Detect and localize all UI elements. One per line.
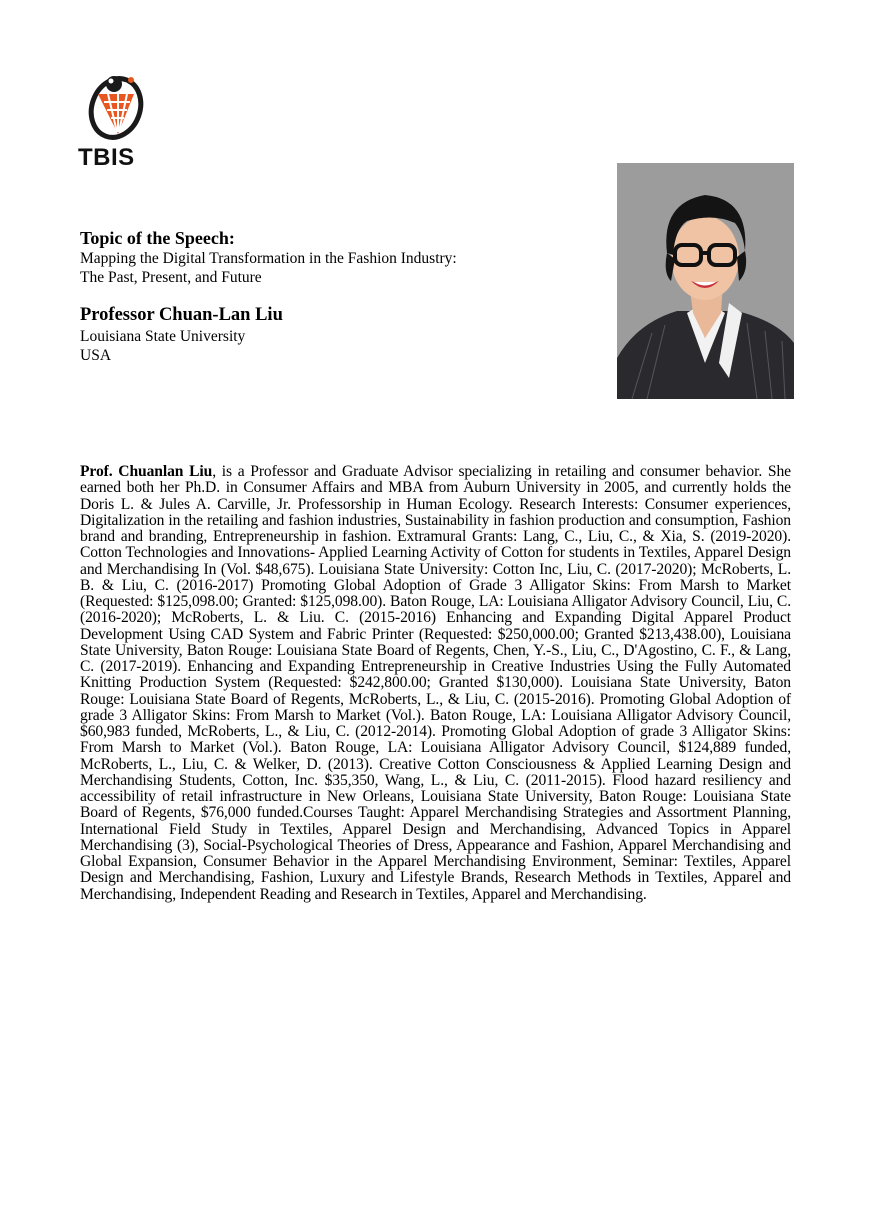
- topic-line-1: Mapping the Digital Transformation in the Fashion Industry:: [80, 250, 457, 267]
- bio-lead-name: Prof. Chuanlan Liu: [80, 463, 213, 480]
- tbis-globe-logo-icon: [84, 72, 144, 140]
- logo-text: TBIS: [78, 144, 135, 171]
- topic-line-2: The Past, Present, and Future: [80, 269, 262, 286]
- speaker-country: USA: [80, 347, 112, 364]
- speaker-university: Louisiana State University: [80, 328, 246, 345]
- bio-text: , is a Professor and Graduate Advisor specializing in retailing and consumer behavior. She earned both her Ph.D. in Consumer Affairs and MBA from Auburn University in 2005, and currently holds the Doris L. & Jules A. Carville, Jr. Professorship in Human Ecology. Research Interests: Consumer experiences, Digitalization in the retailing and fashion industries, Sustainability in fashion production and consumption, Fashion brand and branding, Entrepreneurship in fashion. Extramural Grants: Lang, C., Liu, C., & Xia, S. (2019-2020). Cotton Technologies and Innovations- Applied Learning Activity of Cotton for students in Textiles, Apparel Design and Merchandising In (Vol. $48,675). Louisiana State University: Cotton Inc, Liu, C. (2017-2020); McRoberts, L. B. & Liu, C. (2016-2017) Promoting Global Adoption of Grade 3 Alligator Skins: From Marsh to Market (Requested: $125,098.00; Granted: $125,098.00). Baton Rouge, LA: Louisiana Alligator Advisory Council, Liu, C. (2016-2020); McRoberts, L. & Liu. C. (2015-2016) Enhancing and Expanding Digital Apparel Product Development Using CAD System and Fabric Printer (Requested: $250,000.00; Granted $213,438.00), Louisiana State University, Baton Rouge: Louisiana State Board of Regents, Chen, Y.-S., Liu, C., D'Agostino, C. F., & Lang, C. (2017-2019). Enhancing and Expanding Entrepreneurship in Creative Industries Using the Fully Automated Knitting Production System (Requested: $242,800.00; Granted $130,000). Louisiana State University, Baton Rouge: Louisiana State Board of Regents, McRoberts, L., & Liu, C. (2015-2016). Promoting Global Adoption of grade 3 Alligator Skins: From Marsh to Market (Vol.). Baton Rouge, LA: Louisiana Alligator Advisory Council, $60,983 funded, McRoberts, L., & Liu, C. (2012-2014). Promoting Global Adoption of grade 3 Alligator Skins: From Marsh to Market (Vol.). Baton Rouge, LA: Louisiana Alligator Advisory Council, $124,889 funded, McRoberts, L., Liu, C. & Welker, D. (2013). Creative Cotton Consciousness & Applied Learning Design and Merchandising Students, Cotton, Inc. $35,350, Wang, L., & Liu, C. (2011-2015). Flood hazard resiliency and accessibility of retail infrastructure in New Orleans, Louisiana State University, Baton Rouge: Louisiana State Board of Regents, $76,000 funded.Courses Taught: Apparel Merchandising Strategies and Assortment Planning, International Field Study in Textiles, Apparel Design and Merchandising, Advanced Topics in Apparel Merchandising (3), Social-Psychological Theories of Dress, Appearance and Fashion, Apparel Merchandising and Global Expansion, Consumer Behavior in the Apparel Merchandising Environment, Seminar: Textiles, Apparel Design and Merchandising, Fashion, Luxury and Lifestyle Brands, Research Methods in Textiles, Apparel and Merchandising, Independent Reading and Research in Textiles, Apparel and Merchandising.: [80, 463, 791, 903]
- portrait-icon: [617, 163, 794, 399]
- tbis-logo: [78, 72, 150, 172]
- topic-heading: Topic of the Speech:: [80, 228, 235, 248]
- speaker-bio: [80, 464, 791, 903]
- speaker-name: Professor Chuan-Lan Liu: [80, 305, 283, 325]
- speaker-portrait: [617, 163, 794, 399]
